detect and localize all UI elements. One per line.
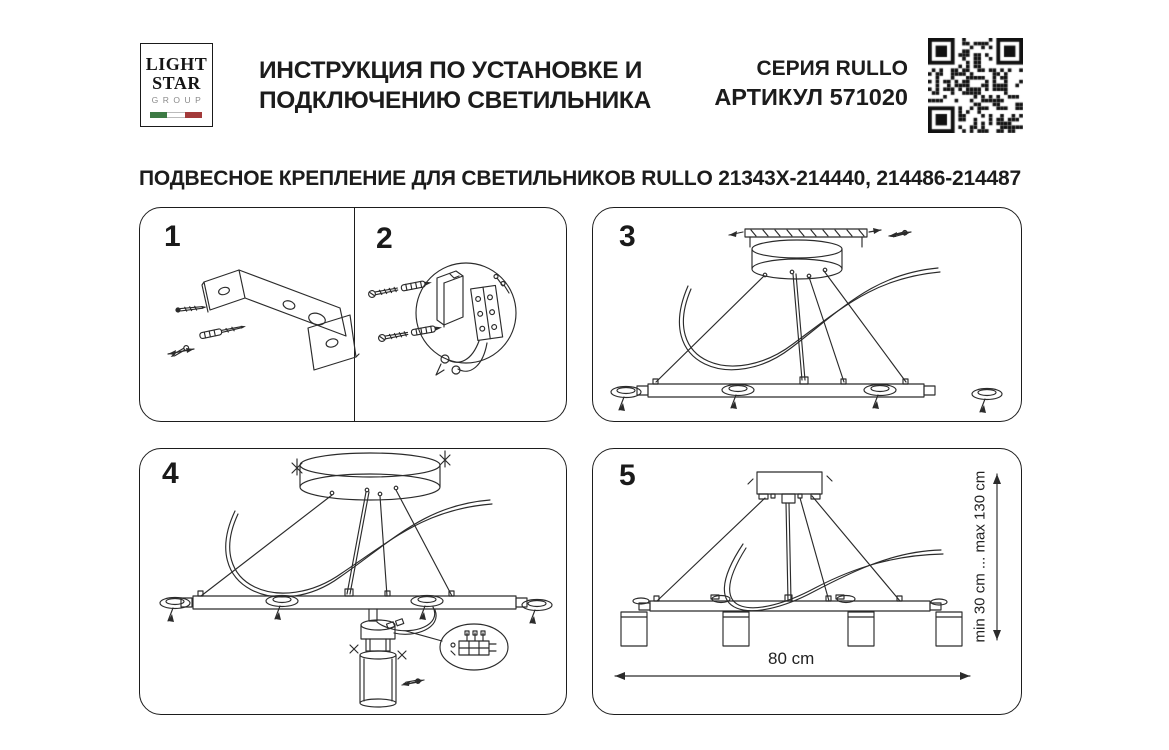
logo-word-group: GROUP <box>151 95 206 105</box>
series-article-block <box>650 56 908 112</box>
width-dimension-label: 80 cm <box>768 649 815 668</box>
step-number-2: 2 <box>376 222 393 255</box>
subtitle: ПОДВЕСНОЕ КРЕПЛЕНИЕ ДЛЯ СВЕТИЛЬНИКОВ RULLO 21343X-214440, 214486-214487 <box>139 167 1021 190</box>
logo-word-star: STAR <box>152 73 201 93</box>
height-dimension-label: min 30 cm ... max 130 cm <box>971 470 989 643</box>
bracket-and-connector-diagram <box>140 208 565 420</box>
title-line-2: ПОДКЛЮЧЕНИЮ СВЕТИЛЬНИКА <box>259 87 651 114</box>
screw-direction-icon <box>889 230 911 239</box>
step-number-4: 4 <box>162 457 179 490</box>
lamp-wiring-diagram <box>140 449 565 713</box>
step-panel-3 <box>592 207 1022 422</box>
step-panel-4 <box>139 448 567 715</box>
canopy-mounting-diagram <box>593 208 1020 420</box>
lightstar-logo <box>140 43 213 127</box>
qr-code <box>928 38 1023 133</box>
title-line-1: ИНСТРУКЦИЯ ПО УСТАНОВКЕ И <box>259 57 643 84</box>
screw-direction-icon <box>168 345 194 359</box>
italian-flag-stripe <box>150 112 202 118</box>
step-number-5: 5 <box>619 459 636 492</box>
article-label: АРТИКУЛ 571020 <box>714 84 908 110</box>
step-panel-1-2 <box>139 207 567 422</box>
step-number-1: 1 <box>164 220 181 253</box>
series-label: СЕРИЯ RULLO <box>756 57 908 80</box>
screw-direction-icon <box>402 679 424 686</box>
page-title <box>259 56 651 116</box>
assembled-fixture-diagram <box>593 449 1020 713</box>
logo-word-light: LIGHT <box>145 54 208 74</box>
step-panel-5 <box>592 448 1022 715</box>
step-number-3: 3 <box>619 220 636 253</box>
